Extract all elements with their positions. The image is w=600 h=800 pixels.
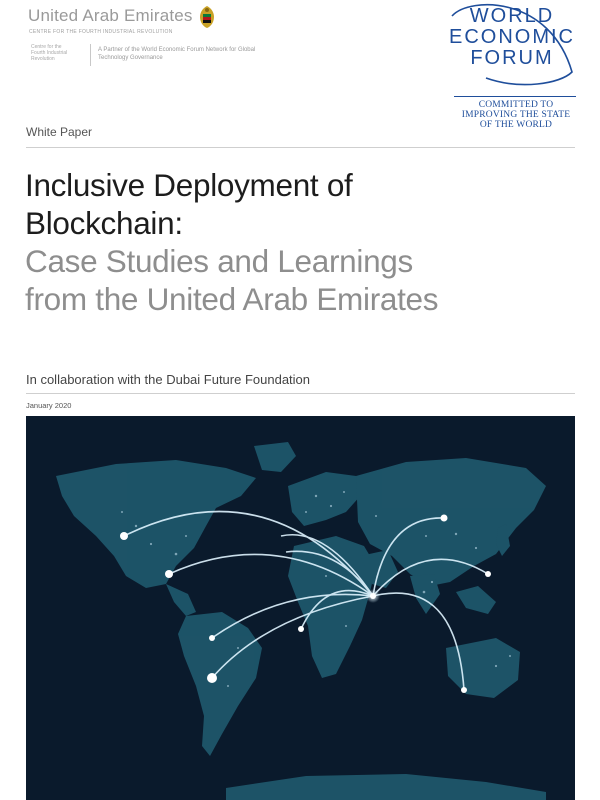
wef-tagline-line-2: IMPROVING THE STATE — [461, 110, 571, 120]
page-subtitle — [25, 242, 585, 318]
uae-subunit-text: Centre for the Fourth Industrial Revolution — [31, 44, 68, 62]
title-line-2: Blockchain: — [25, 205, 183, 241]
publication-date: January 2020 — [26, 401, 72, 410]
wef-logo-word-3: FORUM — [470, 47, 554, 69]
collaboration-text: In collaboration with the Dubai Future Foundation — [26, 372, 311, 387]
uae-emblem-icon — [196, 4, 218, 30]
wef-logo-word-2: ECONOMIC — [449, 26, 575, 48]
document-type: White Paper — [26, 125, 93, 139]
collaboration-divider — [26, 393, 575, 394]
wef-logo — [440, 2, 585, 88]
uae-title: United Arab Emirates — [28, 6, 193, 25]
wef-tagline-line-3: OF THE WORLD — [479, 120, 553, 130]
title-line-1: Inclusive Deployment of — [25, 167, 353, 203]
wef-rule — [454, 96, 576, 97]
page-title — [25, 166, 585, 242]
wef-logo-word-1: WORLD — [469, 5, 555, 27]
uae-partner-text: A Partner of the World Economic Forum Network for Global Technology Governance — [98, 47, 256, 61]
uae-tagline: CENTRE FOR THE FOURTH INDUSTRIAL REVOLUTION — [29, 29, 173, 35]
subtitle-line-1: Case Studies and Learnings — [25, 243, 413, 279]
subtitle-line-2: from the United Arab Emirates — [25, 281, 439, 317]
wef-tagline-line-1: COMMITTED TO — [478, 100, 554, 110]
uae-divider — [90, 44, 91, 66]
wef-tagline — [446, 100, 586, 130]
header-divider — [26, 147, 575, 148]
world-map-network-icon — [26, 416, 575, 800]
wef-logo-block — [440, 2, 590, 142]
